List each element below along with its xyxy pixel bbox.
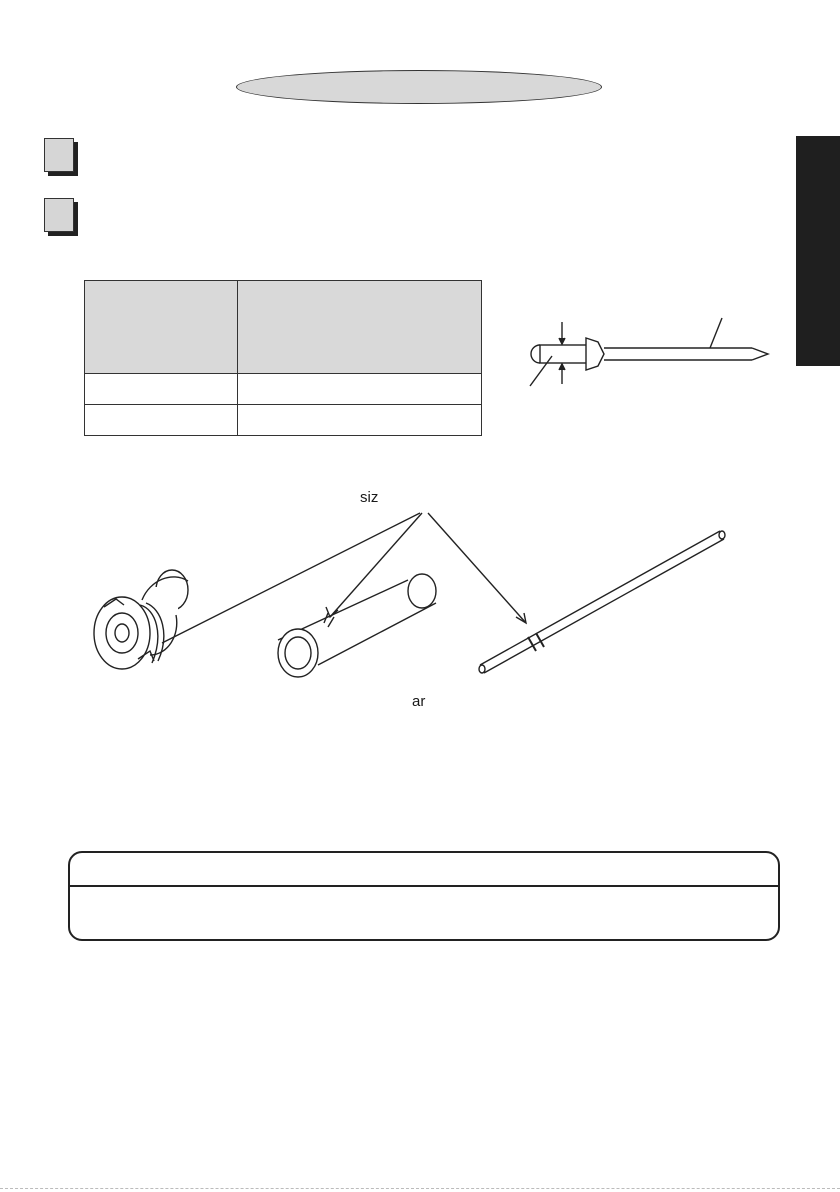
sleeve-part bbox=[278, 574, 436, 677]
table-cell bbox=[85, 374, 238, 405]
parts-caption: ar bbox=[412, 693, 426, 710]
page-bottom-edge bbox=[0, 1188, 840, 1189]
pointer-to-nosepiece bbox=[162, 513, 420, 643]
pointer-to-rod bbox=[428, 513, 526, 623]
table-header-cell bbox=[238, 281, 482, 374]
note-box bbox=[68, 851, 780, 941]
rod-part bbox=[479, 531, 725, 673]
section-title-oval bbox=[236, 70, 602, 104]
parts-size-label: siz bbox=[360, 489, 379, 506]
language-side-tab bbox=[796, 136, 840, 366]
note-divider bbox=[70, 885, 778, 887]
rivet-diagram bbox=[500, 300, 800, 410]
mandrel-tip bbox=[752, 348, 768, 360]
table-row bbox=[85, 374, 482, 405]
step-1-marker bbox=[44, 138, 74, 172]
table-cell bbox=[238, 374, 482, 405]
mandrel-leader bbox=[710, 318, 722, 348]
rivet-spec-table bbox=[84, 280, 482, 436]
rivet-flange bbox=[586, 338, 604, 370]
table-cell bbox=[238, 405, 482, 436]
table-cell bbox=[85, 405, 238, 436]
table-header-cell bbox=[85, 281, 238, 374]
table-row bbox=[85, 405, 482, 436]
nosepiece-part bbox=[94, 570, 188, 669]
parts-illustration bbox=[80, 505, 760, 695]
pointer-to-sleeve bbox=[330, 513, 422, 617]
table-header-row bbox=[85, 281, 482, 374]
step-2-marker bbox=[44, 198, 74, 232]
mandrel-head bbox=[531, 345, 540, 363]
